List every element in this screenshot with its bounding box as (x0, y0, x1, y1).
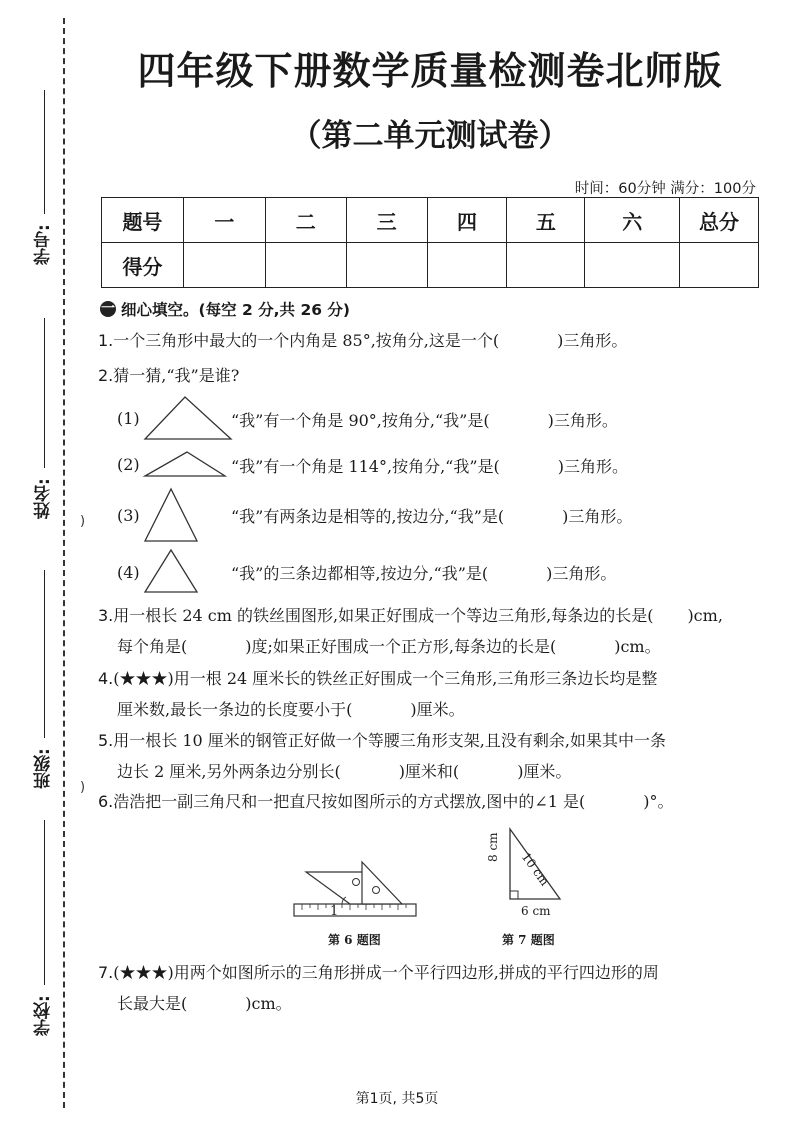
score-header-cell: 四 (427, 198, 507, 243)
question-text: )三角形。 (562, 507, 633, 526)
name-label: 姓名: (34, 478, 54, 520)
score-header-cell: 题号 (102, 198, 184, 243)
question-3-line-2 (117, 637, 661, 657)
class-line[interactable] (44, 570, 45, 738)
score-cell[interactable] (427, 243, 507, 288)
question-text: )cm, (687, 606, 723, 625)
score-table (101, 197, 759, 288)
score-header-cell: 三 (346, 198, 427, 243)
question-text: )°。 (643, 792, 674, 811)
question-text: 边长 2 厘米,另外两条边分别长( (117, 762, 341, 781)
score-header-cell: 二 (265, 198, 346, 243)
question-text: )三角形。 (557, 331, 628, 350)
figure-7-side-hypotenuse: 10 cm (518, 850, 552, 889)
score-table-header-row (102, 198, 759, 243)
question-number: 1. (98, 331, 114, 350)
figure-7-caption: 第 7 题图 (502, 933, 555, 947)
question-7-line-2 (117, 994, 292, 1014)
class-field (10, 570, 58, 790)
figure-7-side-bottom: 6 cm (521, 904, 551, 918)
score-header-cell: 五 (507, 198, 585, 243)
edge-mark: ) (80, 780, 86, 795)
question-text: “我”有一个角是 114°,按角分,“我”是( (231, 457, 500, 476)
score-cell[interactable] (183, 243, 265, 288)
sub-question-label: (2) (117, 455, 140, 474)
edge-mark: ) (80, 514, 86, 529)
question-text: 浩浩把一副三角尺和一把直尺按如图所示的方式摆放,图中的∠1 是( (113, 792, 586, 811)
score-row-label: 得分 (102, 243, 184, 288)
question-6 (98, 792, 674, 812)
obtuse-triangle-shape (143, 450, 227, 478)
question-text: 一个三角形中最大的一个内角是 85°,按角分,这是一个( (113, 331, 500, 350)
question-number: 4. (98, 669, 114, 688)
question-7 (98, 963, 659, 983)
student-id-label: 学号: (34, 224, 54, 266)
difficulty-stars: (★★★) (113, 963, 174, 982)
question-1 (98, 331, 627, 351)
binding-line (63, 18, 65, 1108)
question-text: )cm。 (245, 994, 292, 1013)
question-text: )三角形。 (547, 411, 618, 430)
question-5 (98, 731, 666, 751)
school-field (10, 820, 58, 1040)
score-header-cell: 总分 (680, 198, 759, 243)
question-number: 6. (98, 792, 114, 811)
score-cell[interactable] (585, 243, 680, 288)
question-number: 2. (98, 366, 114, 385)
question-text: 用一根长 24 cm 的铁丝围图形,如果正好围成一个等边三角形,每条边的长是( (113, 606, 654, 625)
question-text: “我”的三条边都相等,按边分,“我”是( (231, 564, 489, 583)
difficulty-stars: (★★★) (113, 669, 174, 688)
isosceles-triangle-shape (143, 487, 199, 543)
score-header-cell: 六 (585, 198, 680, 243)
score-cell[interactable] (346, 243, 427, 288)
question-text: )cm。 (614, 637, 661, 656)
figure-6-set-square-and-ruler (290, 858, 420, 920)
question-2 (98, 366, 239, 386)
section-title-text: 细心填空。(每空 2 分,共 26 分) (121, 301, 350, 319)
question-text: “我”有两条边是相等的,按边分,“我”是( (231, 507, 505, 526)
score-header-cell: 一 (183, 198, 265, 243)
school-line[interactable] (44, 820, 45, 985)
score-cell[interactable] (507, 243, 585, 288)
question-number: 3. (98, 606, 114, 625)
sub-question-3 (231, 504, 632, 527)
sub-question-2 (231, 454, 628, 477)
question-text: )三角形。 (557, 457, 629, 476)
section-heading (100, 298, 350, 320)
school-label: 学校: (34, 995, 54, 1037)
question-text: 猜一猜,“我”是谁? (113, 366, 240, 385)
score-cell[interactable] (680, 243, 759, 288)
figure-7-side-left: 8 cm (486, 832, 500, 862)
question-text: )度;如果正好围成一个正方形,每条边的长是( (245, 637, 557, 656)
equilateral-triangle-shape (143, 548, 199, 594)
page-subtitle: （第二单元测试卷） (290, 118, 570, 154)
question-text: 用两个如图所示的三角形拼成一个平行四边形,拼成的平行四边形的周 (173, 963, 659, 982)
question-text: )厘米和( (398, 762, 460, 781)
class-label: 班级: (34, 748, 54, 790)
score-table-score-row (102, 243, 759, 288)
name-field (10, 318, 58, 518)
sub-question-label: (3) (117, 506, 140, 525)
sub-question-1 (231, 408, 618, 431)
sub-question-4 (231, 561, 616, 584)
question-text: 用一根长 10 厘米的钢管正好做一个等腰三角形支架,且没有剩余,如果其中一条 (113, 731, 666, 750)
question-text: 每个角是( (117, 637, 188, 656)
question-text: “我”有一个角是 90°,按角分,“我”是( (231, 411, 490, 430)
time-info: 时间：60分钟 满分：100分 (574, 181, 756, 197)
question-text: )厘米。 (517, 762, 572, 781)
name-line[interactable] (44, 318, 45, 468)
question-4-line-2 (117, 700, 465, 720)
score-cell[interactable] (265, 243, 346, 288)
question-text: 用一根 24 厘米长的铁丝正好围成一个三角形,三角形三条边长均是整 (173, 669, 658, 688)
question-number: 7. (98, 963, 114, 982)
page-title: 四年级下册数学质量检测卷北师版 (137, 49, 723, 93)
figure-6-angle-label: 1 (330, 904, 339, 919)
question-text: )厘米。 (410, 700, 465, 719)
question-4 (98, 669, 657, 689)
sub-question-label: (1) (117, 409, 140, 428)
question-text: 长最大是( (117, 994, 188, 1013)
page-number: 第1页, 共5页 (355, 1091, 439, 1107)
figure-6-caption: 第 6 题图 (328, 933, 381, 947)
student-id-field (10, 90, 58, 270)
section-number-icon: 一 (101, 301, 115, 317)
student-id-line[interactable] (44, 90, 45, 214)
question-3 (98, 606, 723, 626)
question-5-line-2 (117, 762, 571, 782)
question-text: )三角形。 (546, 564, 617, 583)
question-number: 5. (98, 731, 114, 750)
right-triangle-shape (143, 395, 233, 441)
question-text: 厘米数,最长一条边的长度要小于( (117, 700, 353, 719)
sub-question-label: (4) (117, 563, 140, 582)
